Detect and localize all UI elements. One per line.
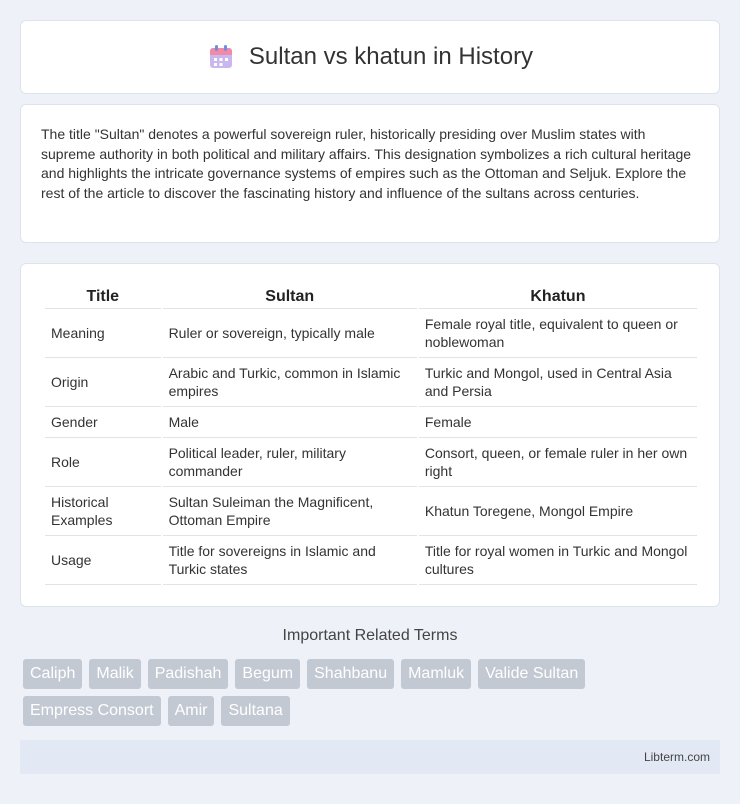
table-row <box>45 358 697 407</box>
footer <box>20 740 720 774</box>
column-header: Khatun <box>419 284 697 309</box>
table-cell: Turkic and Mongol, used in Central Asia and Persia <box>419 358 697 407</box>
table-cell: Consort, queen, or female ruler in her own right <box>419 438 697 487</box>
table-row <box>45 407 697 438</box>
comparison-table <box>43 284 699 585</box>
footer-site-link[interactable]: Libterm.com <box>643 750 710 764</box>
table-cell: Origin <box>45 358 161 407</box>
related-term-tag[interactable]: Shahbanu <box>307 659 394 689</box>
page-title: Sultan vs khatun in History <box>248 43 534 70</box>
table-cell: Title for sovereigns in Islamic and Turkic states <box>163 536 417 585</box>
related-term-tag[interactable]: Valide Sultan <box>478 659 585 689</box>
comparison-table-card <box>20 263 720 607</box>
table-row <box>45 536 697 585</box>
calendar-icon <box>207 43 235 71</box>
table-cell: Arabic and Turkic, common in Islamic empires <box>163 358 417 407</box>
column-header: Title <box>45 284 161 309</box>
table-row <box>45 309 697 358</box>
related-terms-title: Important Related Terms <box>282 627 458 644</box>
table-cell: Political leader, ruler, military commander <box>163 438 417 487</box>
table-cell: Meaning <box>45 309 161 358</box>
related-term-tag[interactable]: Amir <box>168 696 215 726</box>
related-term-tag[interactable]: Empress Consort <box>23 696 161 726</box>
intro-text: The title "Sultan" denotes a powerful sovereign ruler, historically presiding over Muslim states with supreme authority in both political and military affairs. This designation symbolizes a rich cultural heritage and highlights the intricate governance systems of empires such as the Ottoman and Seljuk. Explore the rest of the article to discover the fascinating history and influence of the sultans across centuries. <box>41 126 692 201</box>
intro-card <box>20 104 720 243</box>
table-cell: Male <box>163 407 417 438</box>
table-cell: Gender <box>45 407 161 438</box>
related-terms-list <box>23 659 703 726</box>
table-cell: Female <box>419 407 697 438</box>
related-term-tag[interactable]: Caliph <box>23 659 82 689</box>
table-cell: Sultan Suleiman the Magnificent, Ottoman Empire <box>163 487 417 536</box>
table-cell: Ruler or sovereign, typically male <box>163 309 417 358</box>
table-row <box>45 487 697 536</box>
table-cell: Historical Examples <box>45 487 161 536</box>
related-term-tag[interactable]: Mamluk <box>401 659 471 689</box>
table-cell: Khatun Toregene, Mongol Empire <box>419 487 697 536</box>
header-card <box>20 20 720 94</box>
table-cell: Usage <box>45 536 161 585</box>
table-cell: Title for royal women in Turkic and Mongol cultures <box>419 536 697 585</box>
column-header: Sultan <box>163 284 417 309</box>
related-term-tag[interactable]: Sultana <box>221 696 289 726</box>
table-cell: Role <box>45 438 161 487</box>
related-term-tag[interactable]: Malik <box>89 659 140 689</box>
table-cell: Female royal title, equivalent to queen or noblewoman <box>419 309 697 358</box>
related-term-tag[interactable]: Padishah <box>148 659 229 689</box>
table-row <box>45 438 697 487</box>
related-term-tag[interactable]: Begum <box>235 659 300 689</box>
